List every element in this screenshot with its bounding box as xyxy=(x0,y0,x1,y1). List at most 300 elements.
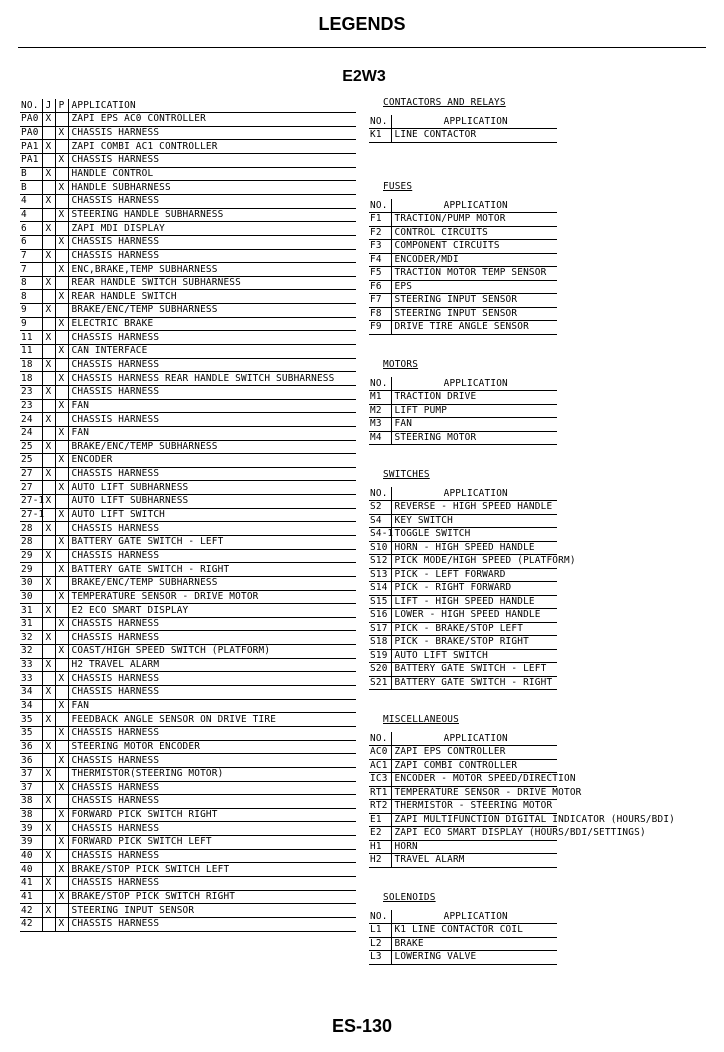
jack-mark: X xyxy=(42,249,55,263)
table-row xyxy=(369,568,557,582)
plug-mark: X xyxy=(55,808,68,822)
plug-mark xyxy=(55,549,68,563)
jack-mark: X xyxy=(42,358,55,372)
application-text: PICK MODE/HIGH SPEED (PLATFORM) xyxy=(391,555,557,569)
table-row xyxy=(369,514,557,528)
jack-mark: X xyxy=(42,194,55,208)
legend-section xyxy=(369,96,557,143)
table-row xyxy=(369,813,557,827)
plug-mark xyxy=(55,413,68,427)
plug-mark xyxy=(55,686,68,700)
table-row xyxy=(369,267,557,281)
table-row xyxy=(369,937,557,951)
plug-mark xyxy=(55,822,68,836)
table-row xyxy=(20,863,356,877)
application-text: FORWARD PICK SWITCH RIGHT xyxy=(68,808,356,822)
connector-no: 9 xyxy=(20,304,42,318)
component-no: S21 xyxy=(369,676,391,690)
jack-mark xyxy=(42,808,55,822)
application-text: FAN xyxy=(68,426,356,440)
table-row xyxy=(20,440,356,454)
header-application: APPLICATION xyxy=(391,732,557,746)
legend-section xyxy=(369,358,557,445)
application-text: CHASSIS HARNESS xyxy=(68,126,356,140)
connector-no: 29 xyxy=(20,549,42,563)
plug-mark xyxy=(55,522,68,536)
jack-mark xyxy=(42,317,55,331)
jack-mark: X xyxy=(42,604,55,618)
component-no: S13 xyxy=(369,568,391,582)
component-no: F1 xyxy=(369,213,391,227)
jack-mark: X xyxy=(42,440,55,454)
application-text: REVERSE - HIGH SPEED HANDLE xyxy=(391,501,557,515)
connector-no: 24 xyxy=(20,426,42,440)
legend-table-header xyxy=(369,732,557,746)
jack-mark xyxy=(42,645,55,659)
connector-no: 36 xyxy=(20,740,42,754)
plug-mark xyxy=(55,167,68,181)
application-text: REAR HANDLE SWITCH SUBHARNESS xyxy=(68,276,356,290)
connector-no: 23 xyxy=(20,399,42,413)
plug-mark: X xyxy=(55,263,68,277)
table-row xyxy=(369,951,557,965)
plug-mark xyxy=(55,113,68,127)
application-text: LOWERING VALVE xyxy=(391,951,557,965)
connector-no: 40 xyxy=(20,863,42,877)
table-row xyxy=(20,249,356,263)
application-text: COAST/HIGH SPEED SWITCH (PLATFORM) xyxy=(68,645,356,659)
jack-mark xyxy=(42,917,55,931)
jack-mark xyxy=(42,536,55,550)
application-text: KEY SWITCH xyxy=(391,514,557,528)
jack-mark xyxy=(42,863,55,877)
jack-mark xyxy=(42,426,55,440)
table-row xyxy=(369,649,557,663)
table-row xyxy=(369,582,557,596)
plug-mark: X xyxy=(55,181,68,195)
application-text: FORWARD PICK SWITCH LEFT xyxy=(68,836,356,850)
legend-table xyxy=(369,377,557,445)
plug-mark xyxy=(55,576,68,590)
plug-mark: X xyxy=(55,208,68,222)
table-row xyxy=(20,208,356,222)
plug-mark xyxy=(55,495,68,509)
connector-no: 34 xyxy=(20,699,42,713)
application-text: CHASSIS HARNESS xyxy=(68,154,356,168)
application-text: STEERING MOTOR ENCODER xyxy=(68,740,356,754)
connector-no: 9 xyxy=(20,317,42,331)
application-text: STEERING INPUT SENSOR xyxy=(391,294,557,308)
application-text: CHASSIS HARNESS xyxy=(68,849,356,863)
application-text: CHASSIS HARNESS xyxy=(68,686,356,700)
connector-no: 28 xyxy=(20,522,42,536)
jack-mark: X xyxy=(42,113,55,127)
jack-mark: X xyxy=(42,658,55,672)
jack-mark xyxy=(42,372,55,386)
table-row xyxy=(20,767,356,781)
table-row xyxy=(20,726,356,740)
connector-table xyxy=(20,99,356,932)
application-text: CHASSIS HARNESS xyxy=(68,781,356,795)
application-text: CHASSIS HARNESS xyxy=(68,617,356,631)
header-application: APPLICATION xyxy=(391,910,557,924)
component-no: L2 xyxy=(369,937,391,951)
legend-section xyxy=(369,468,576,690)
connector-no: 11 xyxy=(20,331,42,345)
table-row xyxy=(369,663,557,677)
legend-table xyxy=(369,732,676,868)
section-title: MOTORS xyxy=(383,359,419,370)
component-no: S4-1 xyxy=(370,528,394,540)
plug-mark: X xyxy=(55,890,68,904)
component-no: S17 xyxy=(369,622,391,636)
jack-mark: X xyxy=(42,222,55,236)
plug-mark: X xyxy=(55,563,68,577)
jack-mark xyxy=(42,672,55,686)
jack-mark xyxy=(42,754,55,768)
table-row xyxy=(20,617,356,631)
connector-no: B xyxy=(20,167,42,181)
table-row xyxy=(20,604,356,618)
section-title: CONTACTORS AND RELAYS xyxy=(383,97,506,108)
table-row xyxy=(20,385,356,399)
table-row xyxy=(369,226,557,240)
plug-mark xyxy=(55,222,68,236)
application-text: ZAPI ECO SMART DISPLAY (HOURS/BDI/SETTINGS) xyxy=(391,827,557,841)
connector-no: 40 xyxy=(20,849,42,863)
jack-mark: X xyxy=(42,631,55,645)
component-no: F4 xyxy=(369,253,391,267)
application-text: HORN xyxy=(391,840,557,854)
application-text: AUTO LIFT SUBHARNESS xyxy=(68,481,356,495)
plug-mark: X xyxy=(55,372,68,386)
application-text: DRIVE TIRE ANGLE SENSOR xyxy=(391,321,557,335)
component-no: M2 xyxy=(369,404,391,418)
jack-mark: X xyxy=(42,713,55,727)
application-text: CHASSIS HARNESS xyxy=(68,917,356,931)
application-text: E2 ECO SMART DISPLAY xyxy=(68,604,356,618)
connector-no: 35 xyxy=(20,713,42,727)
table-row xyxy=(369,418,557,432)
jack-mark xyxy=(42,781,55,795)
plug-mark: X xyxy=(55,617,68,631)
table-row xyxy=(20,372,356,386)
section-title: SOLENOIDS xyxy=(383,892,436,903)
component-no: M3 xyxy=(369,418,391,432)
table-row xyxy=(20,426,356,440)
application-text: CHASSIS HARNESS REAR HANDLE SWITCH SUBHARNESS xyxy=(68,372,356,386)
table-row xyxy=(20,822,356,836)
header-p: P xyxy=(55,99,68,113)
application-text: CHASSIS HARNESS xyxy=(68,467,356,481)
jack-mark xyxy=(42,454,55,468)
plug-mark: X xyxy=(55,645,68,659)
connector-no: 37 xyxy=(20,781,42,795)
component-no: F6 xyxy=(369,280,391,294)
plug-mark xyxy=(55,631,68,645)
connector-no: 42 xyxy=(20,917,42,931)
application-text: H2 TRAVEL ALARM xyxy=(68,658,356,672)
plug-mark: X xyxy=(55,235,68,249)
plug-mark: X xyxy=(55,126,68,140)
plug-mark: X xyxy=(55,863,68,877)
jack-mark: X xyxy=(42,385,55,399)
plug-mark xyxy=(55,904,68,918)
application-text: ZAPI MDI DISPLAY xyxy=(68,222,356,236)
connector-no: 4 xyxy=(20,208,42,222)
header-application: APPLICATION xyxy=(391,199,557,213)
table-row xyxy=(20,113,356,127)
table-row xyxy=(369,759,557,773)
connector-no: 35 xyxy=(20,726,42,740)
jack-mark xyxy=(42,263,55,277)
table-row xyxy=(20,590,356,604)
plug-mark: X xyxy=(55,836,68,850)
connector-no: 41 xyxy=(20,877,42,891)
table-row xyxy=(20,304,356,318)
table-row xyxy=(369,854,557,868)
plug-mark xyxy=(55,795,68,809)
application-text: BATTERY GATE SWITCH - RIGHT xyxy=(391,676,557,690)
connector-no: 8 xyxy=(20,290,42,304)
table-row xyxy=(369,253,557,267)
connector-no: 39 xyxy=(20,822,42,836)
table-row xyxy=(20,672,356,686)
plug-mark xyxy=(55,140,68,154)
application-text: CHASSIS HARNESS xyxy=(68,358,356,372)
header-j: J xyxy=(42,99,55,113)
component-no: H1 xyxy=(369,840,391,854)
application-text: CHASSIS HARNESS xyxy=(68,672,356,686)
application-text: ZAPI MULTIFUNCTION DIGITAL INDICATOR (HOURS/BDI) xyxy=(391,813,557,827)
application-text: FAN xyxy=(391,418,557,432)
table-row xyxy=(20,563,356,577)
header-no: NO. xyxy=(369,732,391,746)
application-text: ELECTRIC BRAKE xyxy=(68,317,356,331)
application-text: THERMISTOR(STEERING MOTOR) xyxy=(68,767,356,781)
plug-mark: X xyxy=(55,290,68,304)
table-row xyxy=(20,877,356,891)
table-row xyxy=(20,849,356,863)
legend-table-header xyxy=(369,199,557,213)
table-row xyxy=(20,235,356,249)
connector-no: PA0 xyxy=(20,113,42,127)
application-text: BRAKE/ENC/TEMP SUBHARNESS xyxy=(68,304,356,318)
table-row xyxy=(369,294,557,308)
connector-no: 27 xyxy=(20,481,42,495)
plug-mark: X xyxy=(55,426,68,440)
application-text: BATTERY GATE SWITCH - LEFT xyxy=(68,536,356,550)
plug-mark: X xyxy=(55,754,68,768)
component-no: S2 xyxy=(369,501,391,515)
table-row xyxy=(369,321,557,335)
jack-mark: X xyxy=(42,549,55,563)
application-text: HANDLE CONTROL xyxy=(68,167,356,181)
table-row xyxy=(369,746,557,760)
jack-mark: X xyxy=(42,686,55,700)
jack-mark: X xyxy=(42,276,55,290)
connector-no: 6 xyxy=(20,235,42,249)
connector-no: 41 xyxy=(20,890,42,904)
application-text: AUTO LIFT SUBHARNESS xyxy=(68,495,356,509)
jack-mark: X xyxy=(42,767,55,781)
component-no: S18 xyxy=(369,636,391,650)
application-text: TRACTION/PUMP MOTOR xyxy=(391,213,557,227)
application-text: ENCODER/MDI xyxy=(391,253,557,267)
header-application: APPLICATION xyxy=(391,377,557,391)
component-no: RT2 xyxy=(369,800,391,814)
table-row xyxy=(20,754,356,768)
jack-mark xyxy=(42,235,55,249)
application-text: TEMPERATURE SENSOR - DRIVE MOTOR xyxy=(68,590,356,604)
plug-mark xyxy=(55,877,68,891)
table-row xyxy=(20,317,356,331)
connector-no: 39 xyxy=(20,836,42,850)
plug-mark: X xyxy=(55,317,68,331)
table-row xyxy=(369,213,557,227)
application-text: CONTROL CIRCUITS xyxy=(391,226,557,240)
jack-mark: X xyxy=(42,877,55,891)
header-application: APPLICATION xyxy=(391,487,557,501)
application-text: CHASSIS HARNESS xyxy=(68,631,356,645)
plug-mark: X xyxy=(55,699,68,713)
table-row xyxy=(20,808,356,822)
table-row xyxy=(20,345,356,359)
plug-mark xyxy=(55,358,68,372)
connector-no: 33 xyxy=(20,658,42,672)
connector-no: 30 xyxy=(20,576,42,590)
header-application: APPLICATION xyxy=(68,99,356,113)
application-text: ZAPI COMBI AC1 CONTROLLER xyxy=(68,140,356,154)
application-text: TRAVEL ALARM xyxy=(391,854,557,868)
application-text: EPS xyxy=(391,280,557,294)
table-row xyxy=(20,836,356,850)
application-text: BRAKE/STOP PICK SWITCH LEFT xyxy=(68,863,356,877)
legend-table xyxy=(369,199,557,335)
application-text: CHASSIS HARNESS xyxy=(68,249,356,263)
component-no: M1 xyxy=(369,391,391,405)
connector-no: 6 xyxy=(20,222,42,236)
application-text: LINE CONTACTOR xyxy=(391,129,557,143)
application-text: STEERING INPUT SENSOR xyxy=(391,307,557,321)
jack-mark: X xyxy=(42,331,55,345)
application-text: PICK - RIGHT FORWARD xyxy=(391,582,557,596)
application-text: BRAKE/ENC/TEMP SUBHARNESS xyxy=(68,576,356,590)
header-no: NO. xyxy=(369,910,391,924)
section-title: FUSES xyxy=(383,181,413,192)
application-text: TRACTION DRIVE xyxy=(391,391,557,405)
table-row xyxy=(369,773,557,787)
table-row xyxy=(369,280,557,294)
table-row xyxy=(20,645,356,659)
jack-mark: X xyxy=(42,740,55,754)
table-row xyxy=(369,307,557,321)
connector-no: 7 xyxy=(20,263,42,277)
application-text: BRAKE xyxy=(391,937,557,951)
page-title: LEGENDS xyxy=(318,14,406,34)
table-row xyxy=(20,358,356,372)
component-no: S20 xyxy=(369,663,391,677)
plug-mark xyxy=(55,767,68,781)
connector-no: 29 xyxy=(20,563,42,577)
table-row xyxy=(20,890,356,904)
plug-mark: X xyxy=(55,481,68,495)
application-text: ENC,BRAKE,TEMP SUBHARNESS xyxy=(68,263,356,277)
application-text: FEEDBACK ANGLE SENSOR ON DRIVE TIRE xyxy=(68,713,356,727)
connector-no: 34 xyxy=(20,686,42,700)
table-row xyxy=(20,536,356,550)
table-row xyxy=(369,404,557,418)
diagram-code: E2W3 xyxy=(342,68,386,85)
legend-section xyxy=(369,891,557,965)
table-row xyxy=(369,924,557,938)
table-row xyxy=(20,467,356,481)
table-row xyxy=(20,631,356,645)
application-text: REAR HANDLE SWITCH xyxy=(68,290,356,304)
connector-no: 24 xyxy=(20,413,42,427)
plug-mark xyxy=(55,304,68,318)
table-row xyxy=(369,240,557,254)
plug-mark xyxy=(55,658,68,672)
component-no: S14 xyxy=(369,582,391,596)
jack-mark xyxy=(42,126,55,140)
application-text: LIFT - HIGH SPEED HANDLE xyxy=(391,595,557,609)
table-row xyxy=(369,622,557,636)
component-no: E2 xyxy=(369,827,391,841)
table-row xyxy=(20,454,356,468)
jack-mark xyxy=(42,590,55,604)
connector-no: 28 xyxy=(20,536,42,550)
connector-no: 38 xyxy=(20,795,42,809)
jack-mark xyxy=(42,208,55,222)
jack-mark: X xyxy=(42,849,55,863)
component-no: S16 xyxy=(369,609,391,623)
application-text: ZAPI EPS AC0 CONTROLLER xyxy=(68,113,356,127)
application-text: TOGGLE SWITCH xyxy=(391,528,557,542)
application-text: K1 LINE CONTACTOR COIL xyxy=(391,924,557,938)
table-row xyxy=(20,126,356,140)
connector-no: 27-1 xyxy=(21,495,45,507)
plug-mark: X xyxy=(55,345,68,359)
component-no: AC0 xyxy=(369,746,391,760)
legend-table xyxy=(369,487,576,690)
component-no: L1 xyxy=(369,924,391,938)
component-no: E1 xyxy=(369,813,391,827)
connector-no: 32 xyxy=(20,645,42,659)
plug-mark: X xyxy=(55,672,68,686)
connector-no: 38 xyxy=(20,808,42,822)
application-text: ZAPI COMBI CONTROLLER xyxy=(391,759,557,773)
jack-mark xyxy=(42,726,55,740)
application-text: HANDLE SUBHARNESS xyxy=(68,181,356,195)
table-row xyxy=(20,194,356,208)
application-text: FAN xyxy=(68,399,356,413)
connector-no: 27-1 xyxy=(21,509,45,521)
application-text: ENCODER xyxy=(68,454,356,468)
table-row xyxy=(369,786,557,800)
jack-mark xyxy=(42,345,55,359)
plug-mark: X xyxy=(55,726,68,740)
application-text: STEERING MOTOR xyxy=(391,431,557,445)
component-no: F9 xyxy=(369,321,391,335)
jack-mark xyxy=(42,699,55,713)
application-text: TEMPERATURE SENSOR - DRIVE MOTOR xyxy=(391,786,557,800)
component-no: F2 xyxy=(369,226,391,240)
jack-mark: X xyxy=(42,495,55,509)
table-row xyxy=(20,181,356,195)
plug-mark xyxy=(55,276,68,290)
plug-mark: X xyxy=(55,536,68,550)
